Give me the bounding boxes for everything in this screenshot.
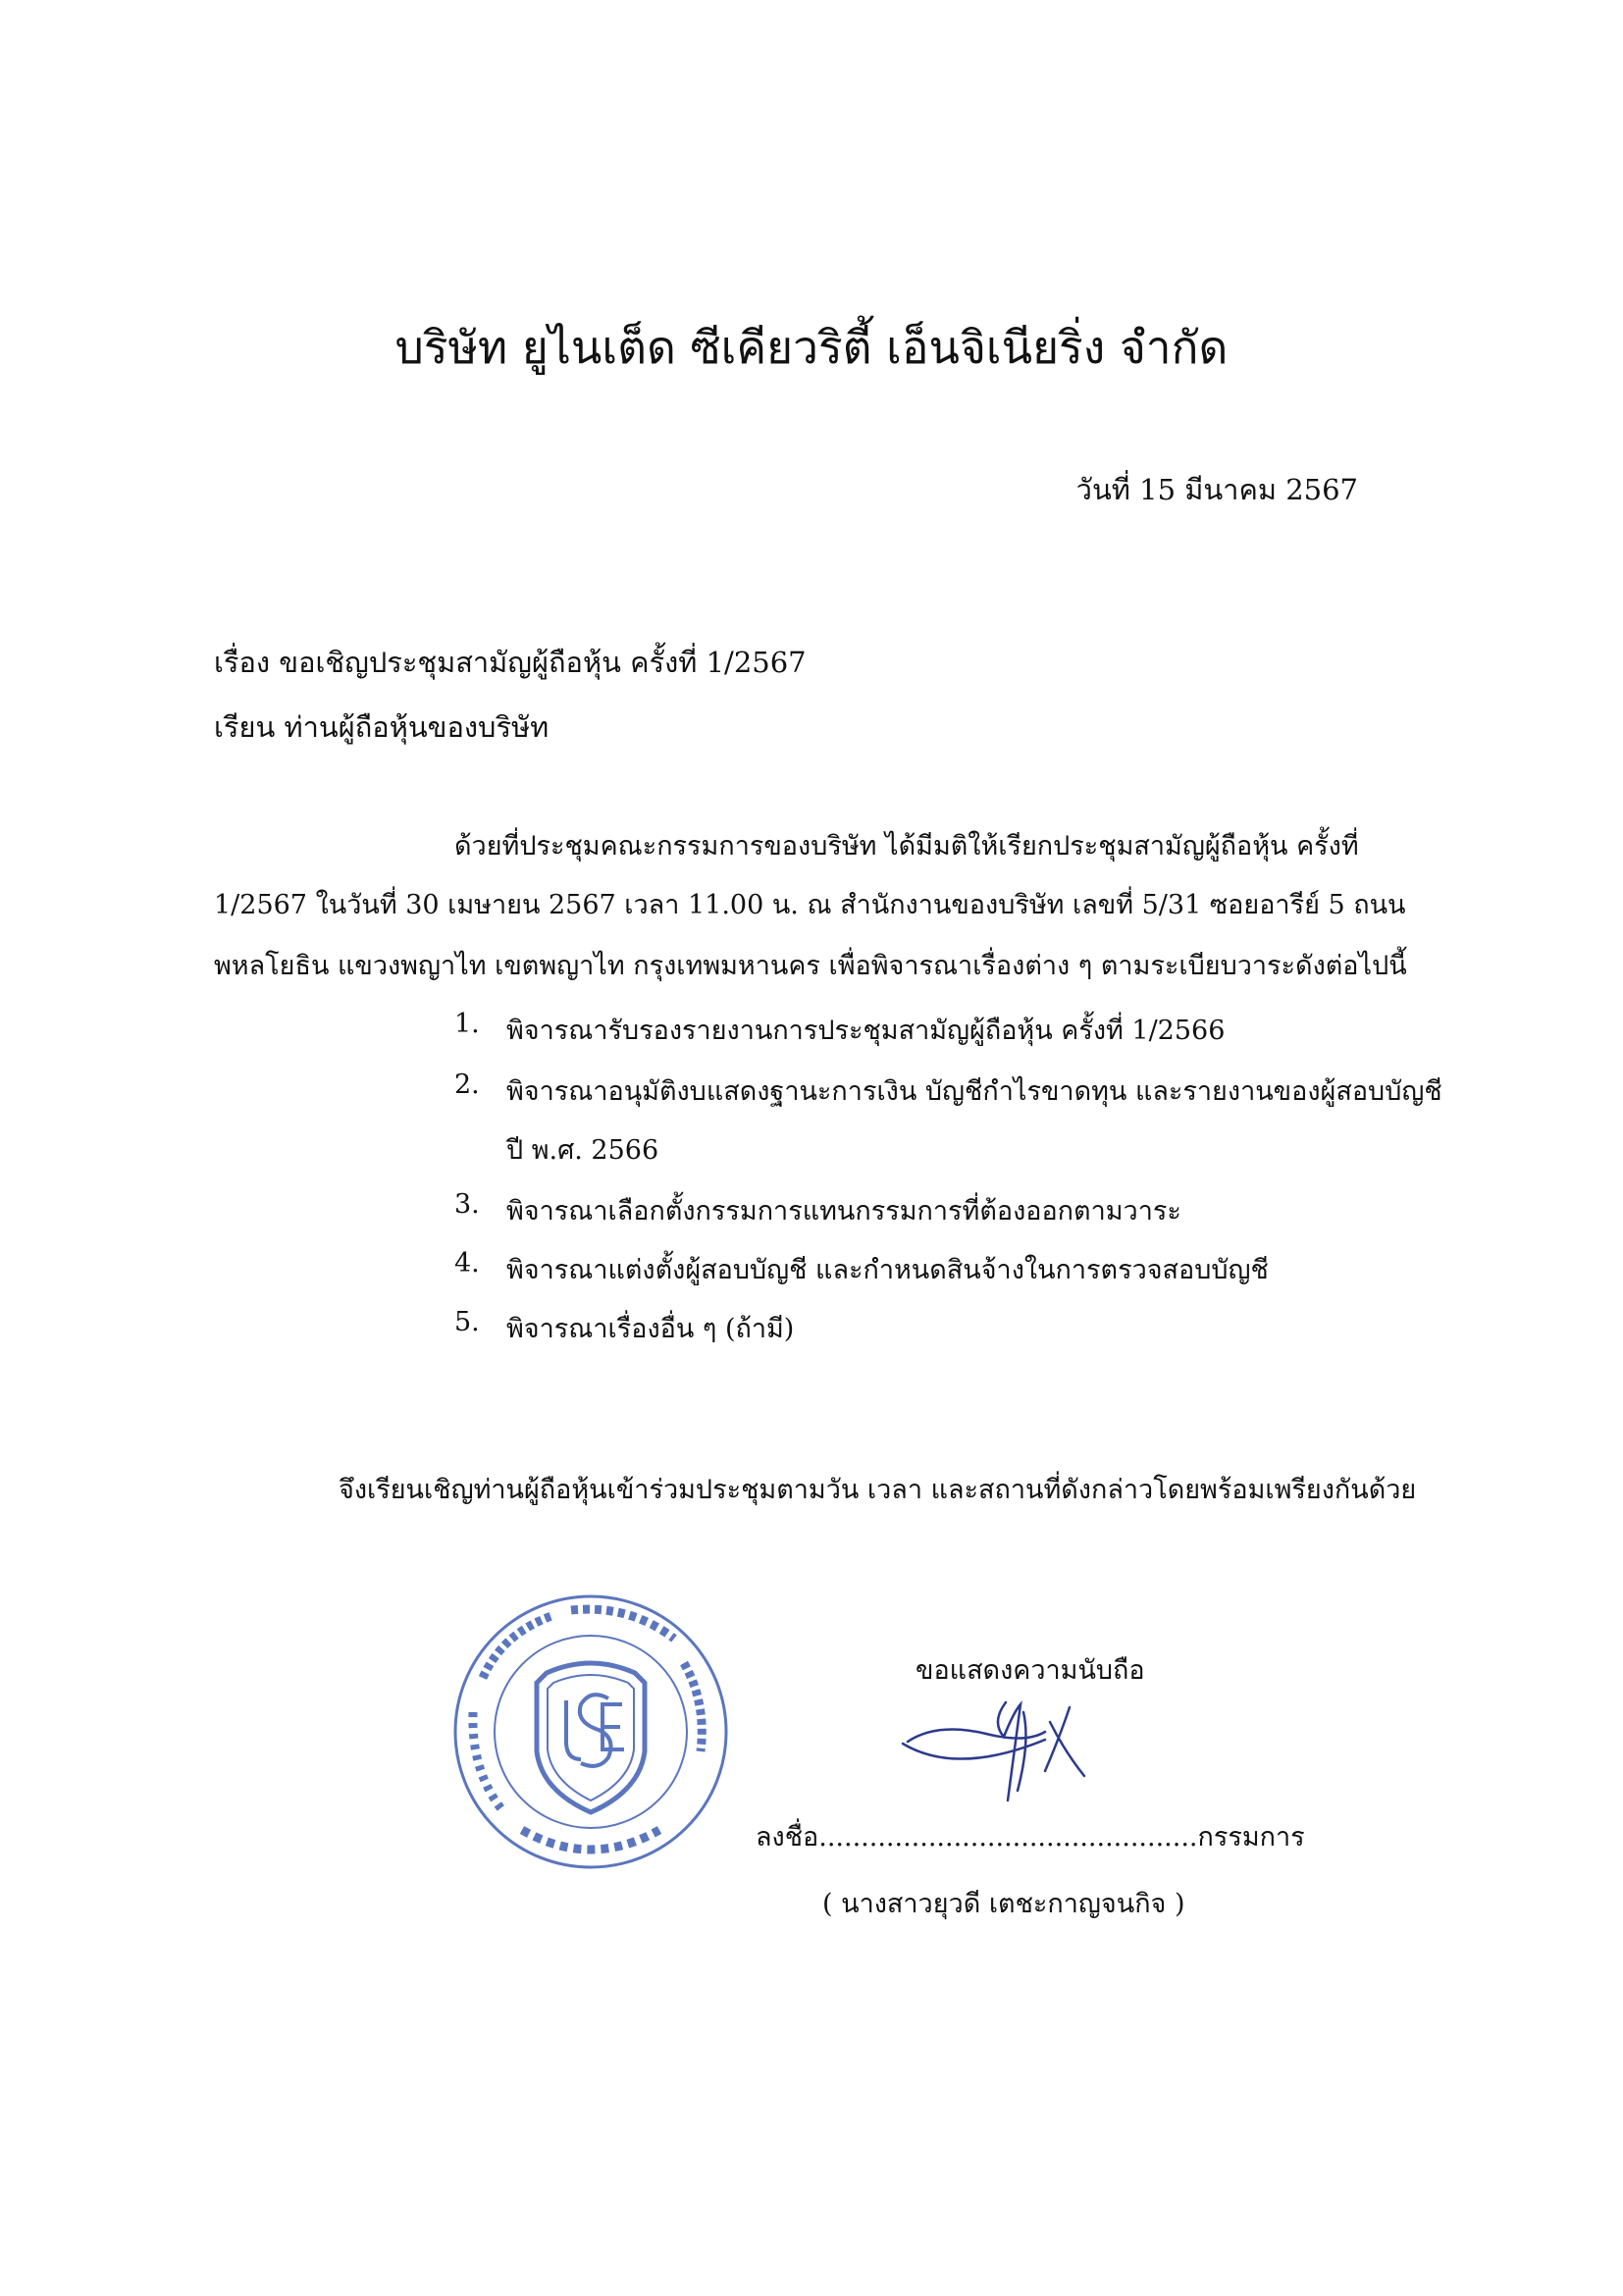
body-line-2: 1/2567 ในวันที่ 30 เมษายน 2567 เวลา 11.00 น. ณ สำนักงานของบริษัท เลขที่ 5/31 ซอยอารีย์ 5 ถนน [214,890,1406,920]
agenda-text: พิจารณาเลือกตั้งกรรมการแทนกรรมการที่ต้องออกตามวาระ [506,1196,1181,1226]
agenda-number: 3. [454,1189,480,1220]
agenda-text: พิจารณาเรื่องอื่น ๆ (ถ้ามี) [506,1314,795,1344]
handwritten-signature [898,1683,1114,1810]
regards-text: ขอแสดงความนับถือ [916,1655,1145,1686]
agenda-text-continuation: ปี พ.ศ. 2566 [506,1135,659,1166]
subject-line: เรื่อง ขอเชิญประชุมสามัญผู้ถือหุ้น ครั้งที่ 1/2567 [214,646,807,679]
agenda-number: 2. [454,1070,480,1100]
signature-line: ลงชื่อ.............................................กรรมการ [756,1822,1305,1852]
agenda-number: 4. [454,1248,480,1278]
letter-date: วันที่ 15 มีนาคม 2567 [1075,473,1358,506]
agenda-number: 1. [454,1009,480,1039]
closing-sentence: จึงเรียนเชิญท่านผู้ถือหุ้นเข้าร่วมประชุมตามวัน เวลา และสถานที่ดังกล่าวโดยพร้อมเพรียงกันด้วย [339,1475,1417,1505]
recipient-line: เรียน ท่านผู้ถือหุ้นของบริษัท [214,710,550,744]
agenda-text: พิจารณาอนุมัติงบแสดงฐานะการเงิน บัญชีกำไรขาดทุน และรายงานของผู้สอบบัญชี [506,1076,1442,1107]
company-name: บริษัท ยูไนเต็ด ซีเคียวริตี้ เอ็นจิเนียริ่ง จำกัด [394,321,1229,374]
agenda-text: พิจารณาแต่งตั้งผู้สอบบัญชี และกำหนดสินจ้างในการตรวจสอบบัญชี [506,1255,1269,1285]
signatory-name: ( นางสาวยุวดี เตชะกาญจนกิจ ) [822,1889,1185,1919]
agenda-number: 5. [454,1307,480,1337]
company-seal-stamp [444,1585,738,1879]
body-line-1: ด้วยที่ประชุมคณะกรรมการของบริษัท ได้มีมติให้เรียกประชุมสามัญผู้ถือหุ้น ครั้งที่ [454,831,1359,861]
body-line-3: พหลโยธิน แขวงพญาไท เขตพญาไท กรุงเทพมหานคร เพื่อพิจารณาเรื่องต่าง ๆ ตามระเบียบวาระดังต่อไปนี้ [214,951,1407,981]
agenda-text: พิจารณารับรองรายงานการประชุมสามัญผู้ถือหุ้น ครั้งที่ 1/2566 [506,1016,1226,1046]
